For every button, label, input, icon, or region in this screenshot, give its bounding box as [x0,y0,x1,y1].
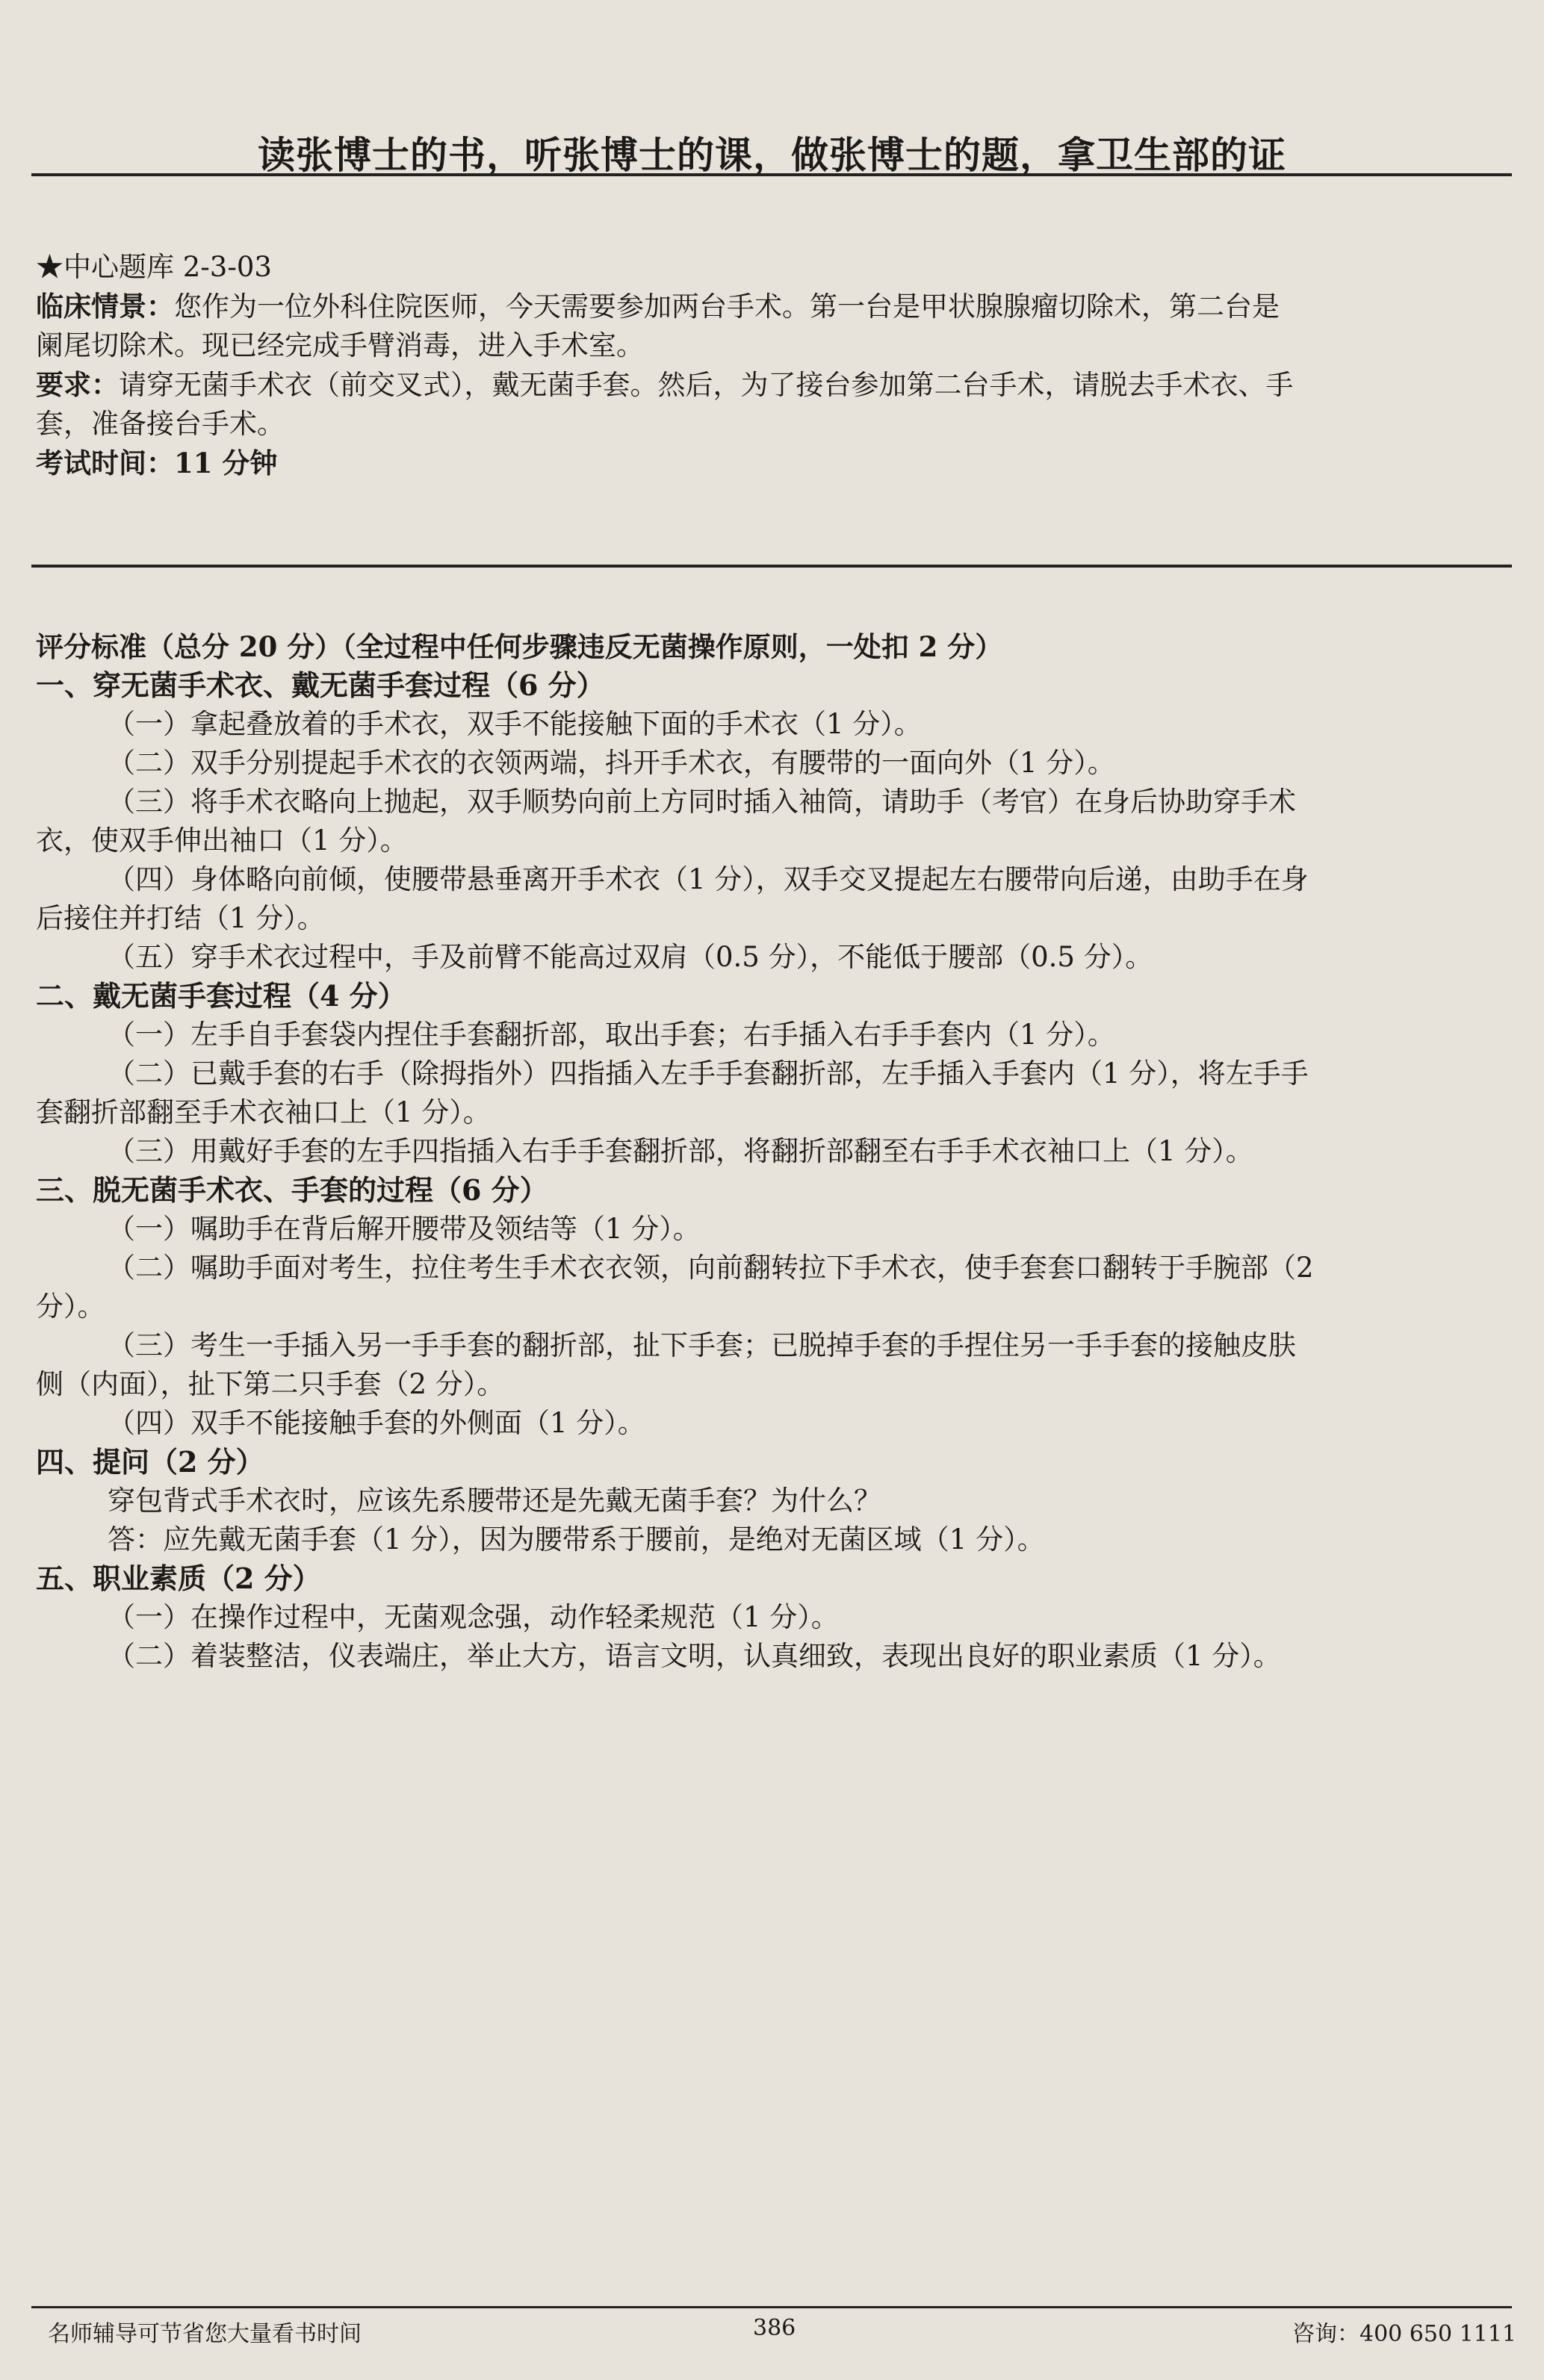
case-id: ★中心题库 2-3-03 [36,251,272,283]
s1-item-5: （五）穿手术衣过程中，手及前臂不能高过双肩（0.5 分），不能低于腰部（0.5 分）。 [108,941,1153,973]
s3-item-3a: （三）考生一手插入另一手手套的翻折部，扯下手套；已脱掉手套的手捏住另一手手套的接触皮肤 [108,1329,1296,1361]
s3-item-2a: （二）嘱助手面对考生，拉住考生手术衣衣领，向前翻转拉下手术衣，使手套套口翻转于手腕部（2 [108,1252,1314,1284]
page-number: 386 [753,2315,796,2341]
s1-item-4a: （四）身体略向前倾，使腰带悬垂离开手术衣（1 分），双手交叉提起左右腰带向后递，由助手在身 [108,863,1309,895]
scenario-label: 临床情景： [36,290,174,323]
s2-item-2b: 套翻折部翻至手术衣袖口上（1 分）。 [36,1096,491,1128]
rubric-total: 评分标准（总分 20 分）（全过程中任何步骤违反无菌操作原则，一处扣 2 分） [36,630,1003,663]
footer-rule [31,2306,1512,2308]
section-4-title: 四、提问（2 分） [36,1445,264,1479]
case-block [36,248,1507,482]
page-header-title: 读张博士的书，听张博士的课，做张博士的题，拿卫生部的证 [258,133,1286,177]
section-5-title: 五、职业素质（2 分） [36,1562,321,1595]
s1-item-4b: 后接住并打结（1 分）。 [36,902,325,934]
s3-item-2b: 分）。 [36,1290,105,1323]
s2-item-2a: （二）已戴手套的右手（除拇指外）四指插入左手手套翻折部，左手插入手套内（1 分），将左手手 [108,1057,1309,1090]
s5-item-1: （一）在操作过程中，无菌观念强，动作轻柔规范（1 分）。 [108,1601,839,1633]
s4-question: 穿包背式手术衣时，应该先系腰带还是先戴无菌手套？为什么？ [108,1485,881,1517]
s1-item-2: （二）双手分别提起手术衣的衣领两端，抖开手术衣，有腰带的一面向外（1 分）。 [108,747,1115,779]
s1-item-3b: 衣，使双手伸出袖口（1 分）。 [36,824,408,857]
scenario-line-1 [36,287,1507,326]
section-rule [31,565,1512,568]
rubric-block [36,627,1507,1676]
s2-item-3: （三）用戴好手套的左手四指插入右手手套翻折部，将翻折部翻至右手手术衣袖口上（1 分）。 [108,1135,1253,1167]
s2-item-1: （一）左手自手套袋内捏住手套翻折部，取出手套；右手插入右手手套内（1 分）。 [108,1019,1115,1051]
s1-item-1: （一）拿起叠放着的手术衣，双手不能接触下面的手术衣（1 分）。 [108,708,922,740]
section-3-title: 三、脱无菌手术衣、手套的过程（6 分） [36,1173,548,1207]
s3-item-1: （一）嘱助手在背后解开腰带及领结等（1 分）。 [108,1213,701,1245]
requirement-line-1 [36,365,1507,405]
s3-item-3b: 侧（内面），扯下第二只手套（2 分）。 [36,1368,505,1400]
header-rule [31,173,1512,176]
requirement-label: 要求： [36,368,119,401]
s1-item-3a: （三）将手术衣略向上抛起，双手顺势向前上方同时插入袖筒，请助手（考官）在身后协助穿手术 [108,786,1296,818]
exam-time: 考试时间：11 分钟 [36,447,278,479]
footer-left-text: 名师辅导可节省您大量看书时间 [48,2321,362,2347]
scenario-text-1: 您作为一位外科住院医师，今天需要参加两台手术。第一台是甲状腺腺瘤切除术，第二台是 [174,290,1280,323]
footer-contact: 咨询：400 650 1111 [1292,2321,1516,2347]
section-2-title: 二、戴无菌手套过程（4 分） [36,979,406,1013]
s3-item-4: （四）双手不能接触手套的外侧面（1 分）。 [108,1407,645,1439]
s5-item-2: （二）着装整洁，仪表端庄，举止大方，语言文明，认真细致，表现出良好的职业素质（1 分）。 [108,1640,1281,1672]
s4-answer: 答：应先戴无菌手套（1 分），因为腰带系于腰前，是绝对无菌区域（1 分）。 [108,1523,1045,1556]
section-1-title: 一、穿无菌手术衣、戴无菌手套过程（6 分） [36,668,605,702]
requirement-line-2: 套，准备接台手术。 [36,408,285,440]
scenario-line-2: 阑尾切除术。现已经完成手臂消毒，进入手术室。 [36,329,644,361]
requirement-text-1: 请穿无菌手术衣（前交叉式），戴无菌手套。然后，为了接台参加第二台手术，请脱去手术衣、手 [119,369,1294,401]
